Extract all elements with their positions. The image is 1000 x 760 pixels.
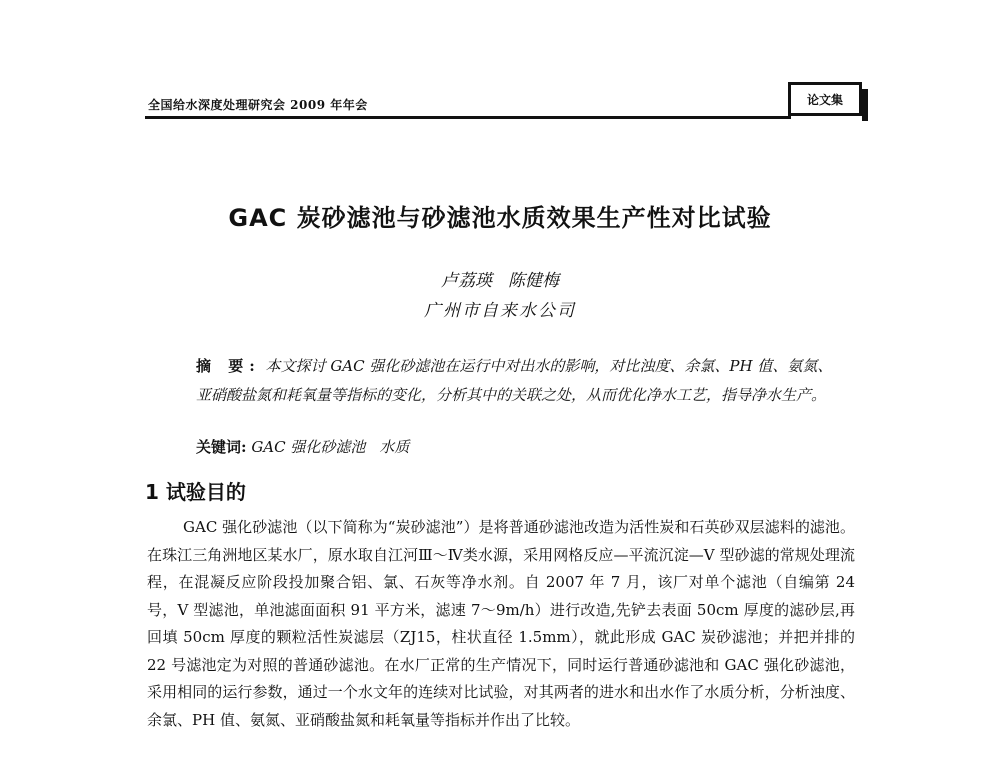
author-name: 陈健梅 [508, 271, 559, 291]
keyword: 水质 [379, 438, 410, 456]
keywords-label: 关键词: [196, 438, 247, 456]
body-text [147, 514, 855, 734]
keyword: GAC 强化砂滤池 [251, 438, 366, 456]
abstract-label: 摘 要: [196, 357, 261, 375]
author-name: 卢荔瑛 [441, 271, 492, 291]
header-rule [145, 116, 791, 119]
abstract-text: 本文探讨 GAC 强化砂滤池在运行中对出水的影响，对比浊度、余氯、PH 值、氨氮、亚硝酸盐氮和耗氧量等指标的变化，分析其中的关联之处，从而优化净水工艺，指导净水生产。 [196, 357, 833, 404]
section-heading: 1 试验目的 [145, 480, 246, 504]
paper-title: GAC 炭砂滤池与砂滤池水质效果生产性对比试验 [228, 204, 772, 232]
abstract [196, 352, 836, 410]
journal-header: 全国给水深度处理研究会 2009 年年会 [148, 98, 368, 112]
paragraph: GAC 强化砂滤池（以下简称为“炭砂滤池”）是将普通砂滤池改造为活性炭和石英砂双层滤料的滤池。在珠江三角洲地区某水厂，原水取自江河Ⅲ～Ⅳ类水源，采用网格反应—平流沉淀—V 型砂滤的常规处理流程，在混凝反应阶段投加聚合铝、氯、石灰等净水剂。自 2007 年 7 月，该厂对单个滤池（自编第 24 号，V 型滤池，单池滤面面积 91 平方米，滤速 7～9m/h）进行改造,先铲去表面 50cm 厚度的滤砂层,再回填 50cm 厚度的颗粒活性炭滤层（ZJ15，柱状直径 1.5mm），就此形成 GAC 炭砂滤池；并把并排的 22 号滤池定为对照的普通砂滤池。在水厂正常的生产情况下，同时运行普通砂滤池和 GAC 强化砂滤池，采用相同的运行参数，通过一个水文年的连续对比试验，对其两者的进水和出水作了水质分析，分析浊度、余氯、PH 值、氨氮、亚硝酸盐氮和耗氧量等指标并作出了比较。 [147, 518, 855, 729]
authors [0, 266, 1000, 291]
affiliation: 广州市自来水公司 [424, 301, 576, 321]
keywords [196, 436, 409, 457]
section-tag: 论文集 [788, 82, 862, 116]
